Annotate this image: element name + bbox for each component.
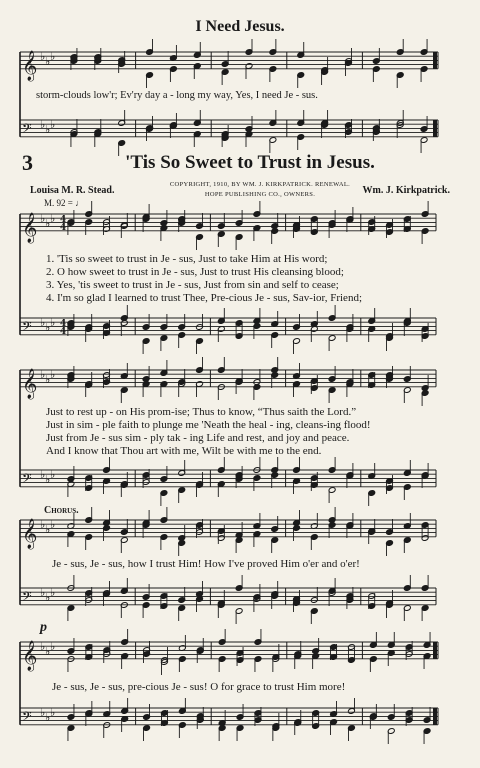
time-signature: 4 bbox=[60, 319, 67, 329]
flat-sign: ♭ bbox=[50, 518, 56, 531]
flat-sign: ♭ bbox=[45, 711, 51, 724]
bass-clef: 𝄢 bbox=[22, 470, 32, 489]
final-bar bbox=[433, 52, 437, 69]
copyright-notice bbox=[120, 180, 400, 200]
flat-sign: ♭ bbox=[45, 55, 51, 68]
bass-clef: 𝄢 bbox=[22, 708, 32, 727]
hymn-number: 3 bbox=[22, 150, 33, 175]
flat-sign: ♭ bbox=[50, 640, 56, 653]
treble-clef: 𝄞 bbox=[22, 518, 38, 549]
flat-sign: ♭ bbox=[40, 118, 46, 131]
flat-sign: ♭ bbox=[40, 518, 46, 531]
dynamic-piano-mark: p bbox=[40, 620, 47, 635]
top-hymn-title: I Need Jesus. bbox=[195, 18, 285, 35]
flat-sign: ♭ bbox=[40, 316, 46, 329]
treble-clef: 𝄞 bbox=[22, 368, 38, 399]
flat-sign: ♭ bbox=[45, 523, 51, 536]
flat-sign: ♭ bbox=[40, 640, 46, 653]
flat-sign: ♭ bbox=[50, 316, 56, 329]
copyright-line-1: COPYRIGHT, 1910, BY WM. J. KIRKPATRICK. RENEWAL. bbox=[169, 181, 351, 188]
hymn-title: 'Tis So Sweet to Trust in Jesus. bbox=[125, 152, 375, 173]
flat-sign: ♭ bbox=[45, 123, 51, 136]
time-signature: 4 bbox=[60, 327, 67, 337]
verse-line: 4. I'm so glad I learned to trust Thee, Pre-cious Je - sus, Sav-ior, Friend; bbox=[46, 292, 362, 304]
flat-sign: ♭ bbox=[45, 473, 51, 486]
flat-sign: ♭ bbox=[40, 368, 46, 381]
tempo-marking: M. 92 = ♩ bbox=[44, 198, 85, 208]
flat-sign: ♭ bbox=[45, 373, 51, 386]
verse-line: 2. O how sweet to trust in Je - sus, Just to trust His cleansing blood; bbox=[46, 266, 344, 278]
verse-line: Just from Je - sus sim - ply tak - ing Life and rest, and joy and peace. bbox=[46, 432, 350, 444]
verse-line: 1. 'Tis so sweet to trust in Je - sus, Just to take Him at His word; bbox=[46, 253, 328, 265]
flat-sign: ♭ bbox=[50, 118, 56, 131]
flat-sign: ♭ bbox=[40, 50, 46, 63]
bass-clef: 𝄢 bbox=[22, 318, 32, 337]
time-signature: 4 bbox=[60, 223, 67, 233]
verse-line: 3. Yes, 'tis sweet to trust in Je - sus, Just from sin and self to cease; bbox=[46, 279, 339, 291]
bass-clef: 𝄢 bbox=[22, 120, 32, 139]
flat-sign: ♭ bbox=[50, 50, 56, 63]
flat-sign: ♭ bbox=[40, 212, 46, 225]
flat-sign: ♭ bbox=[40, 586, 46, 599]
chorus-lyric-1: Je - sus, Je - sus, how I trust Him! How I've proved Him o'er and o'er! bbox=[52, 558, 360, 570]
treble-clef: 𝄞 bbox=[22, 640, 38, 671]
flat-sign: ♭ bbox=[50, 368, 56, 381]
final-bar bbox=[433, 708, 437, 725]
copyright-line-2: HOPE PUBLISHING CO., OWNERS. bbox=[204, 191, 316, 198]
flat-sign: ♭ bbox=[50, 468, 56, 481]
final-bar bbox=[433, 120, 437, 137]
chorus-label: Chorus. bbox=[44, 505, 79, 516]
verse-line: Just to rest up - on His prom-ise; Thus to know, “Thus saith the Lord.” bbox=[46, 406, 357, 418]
flat-sign: ♭ bbox=[45, 217, 51, 230]
flat-sign: ♭ bbox=[50, 212, 56, 225]
flat-sign: ♭ bbox=[50, 706, 56, 719]
verse-line: Just in sim - ple faith to plunge me 'Neath the heal - ing, cleans-ing flood! bbox=[46, 419, 371, 431]
verse-line: And I know that Thou art with me, Wilt be with me to the end. bbox=[46, 445, 322, 457]
final-bar bbox=[433, 642, 437, 659]
flat-sign: ♭ bbox=[40, 706, 46, 719]
treble-clef: 𝄞 bbox=[22, 50, 38, 81]
flat-sign: ♭ bbox=[45, 321, 51, 334]
top-hymn-lyric: storm-clouds low'r; Ev'ry day a - long my way, Yes, I need Je - sus. bbox=[36, 90, 318, 101]
flat-sign: ♭ bbox=[50, 586, 56, 599]
author-credit: Louisa M. R. Stead. bbox=[30, 185, 115, 196]
treble-clef: 𝄞 bbox=[22, 212, 38, 243]
flat-sign: ♭ bbox=[45, 591, 51, 604]
composer-credit: Wm. J. Kirkpatrick. bbox=[362, 185, 450, 196]
flat-sign: ♭ bbox=[45, 645, 51, 658]
flat-sign: ♭ bbox=[40, 468, 46, 481]
bass-clef: 𝄢 bbox=[22, 588, 32, 607]
time-signature: 4 bbox=[60, 215, 67, 225]
chorus-lyric-2: Je - sus, Je - sus, pre-cious Je - sus! O for grace to trust Him more! bbox=[52, 681, 346, 693]
